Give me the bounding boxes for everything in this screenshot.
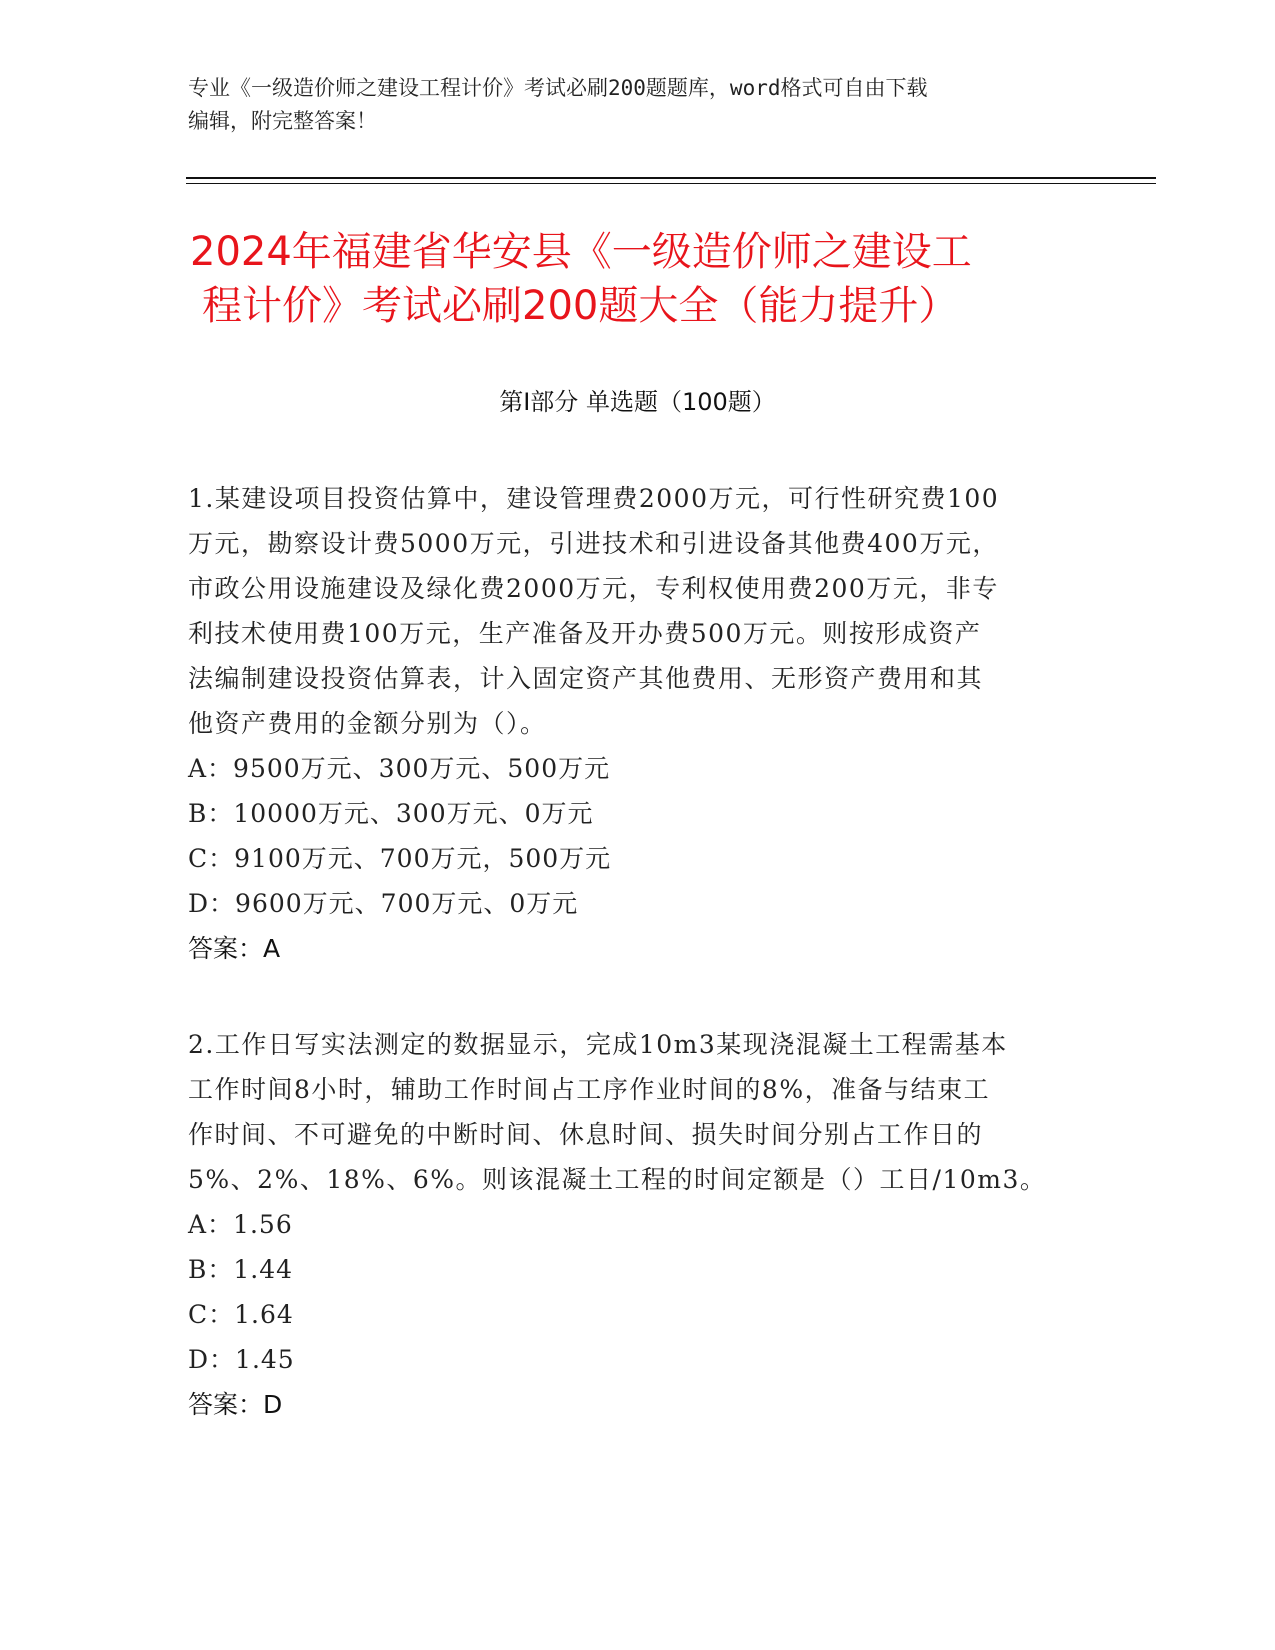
stem-line: 作时间、不可避免的中断时间、休息时间、损失时间分别占工作日的 — [188, 1120, 984, 1149]
option-a: A：1.56 — [188, 1210, 293, 1239]
option-b: B：10000万元、300万元、0万元 — [188, 799, 594, 828]
header-note-line: 编辑，附完整答案！ — [188, 109, 377, 133]
stem-line: 1.某建设项目投资估算中，建设管理费2000万元，可行性研究费100 — [188, 484, 1000, 513]
stem-line: 工作时间8小时，辅助工作时间占工序作业时间的8%，准备与结束工 — [188, 1075, 991, 1104]
question-2 — [188, 1022, 1088, 1427]
option-d: D：9600万元、700万元、0万元 — [188, 889, 579, 918]
section-heading: 第Ⅰ部分 单选题（100题） — [499, 388, 776, 416]
question-stem — [188, 1022, 1088, 1202]
option-c: C：9100万元、700万元，500万元 — [188, 844, 612, 873]
header-note — [188, 72, 1088, 138]
stem-line: 万元，勘察设计费5000万元，引进技术和引进设备其他费400万元， — [188, 529, 999, 558]
stem-line: 法编制建设投资估算表，计入固定资产其他费用、无形资产费用和其 — [188, 664, 984, 693]
document-title — [190, 225, 1090, 333]
document-title-line: 2024年福建省华安县《一级造价师之建设工 — [190, 229, 972, 275]
stem-line: 利技术使用费100万元，生产准备及开办费500万元。则按形成资产 — [188, 619, 982, 648]
answer-label: 答案：A — [188, 934, 281, 963]
option-b: B：1.44 — [188, 1255, 294, 1284]
stem-line: 5%、2%、18%、6%。则该混凝土工程的时间定额是（）工日/10m3。 — [188, 1165, 1047, 1194]
option-c: C：1.64 — [188, 1300, 294, 1329]
question-1 — [188, 476, 1088, 971]
option-d: D：1.45 — [188, 1345, 295, 1374]
answer-label: 答案：D — [188, 1390, 283, 1419]
question-stem — [188, 476, 1088, 746]
header-divider-thick — [186, 177, 1156, 179]
document-title-line: 程计价》考试必刷200题大全（能力提升） — [202, 283, 959, 329]
stem-line: 他资产费用的金额分别为（）。 — [188, 709, 547, 738]
stem-line: 2.工作日写实法测定的数据显示，完成10m3某现浇混凝土工程需基本 — [188, 1030, 1008, 1059]
stem-line: 市政公用设施建设及绿化费2000万元，专利权使用费200万元，非专 — [188, 574, 999, 603]
header-note-line: 专业《一级造价师之建设工程计价》考试必刷200题题库，word格式可自由下载 — [188, 76, 928, 100]
header-divider-thin — [186, 183, 1156, 184]
option-a: A：9500万元、300万元、500万元 — [188, 754, 611, 783]
